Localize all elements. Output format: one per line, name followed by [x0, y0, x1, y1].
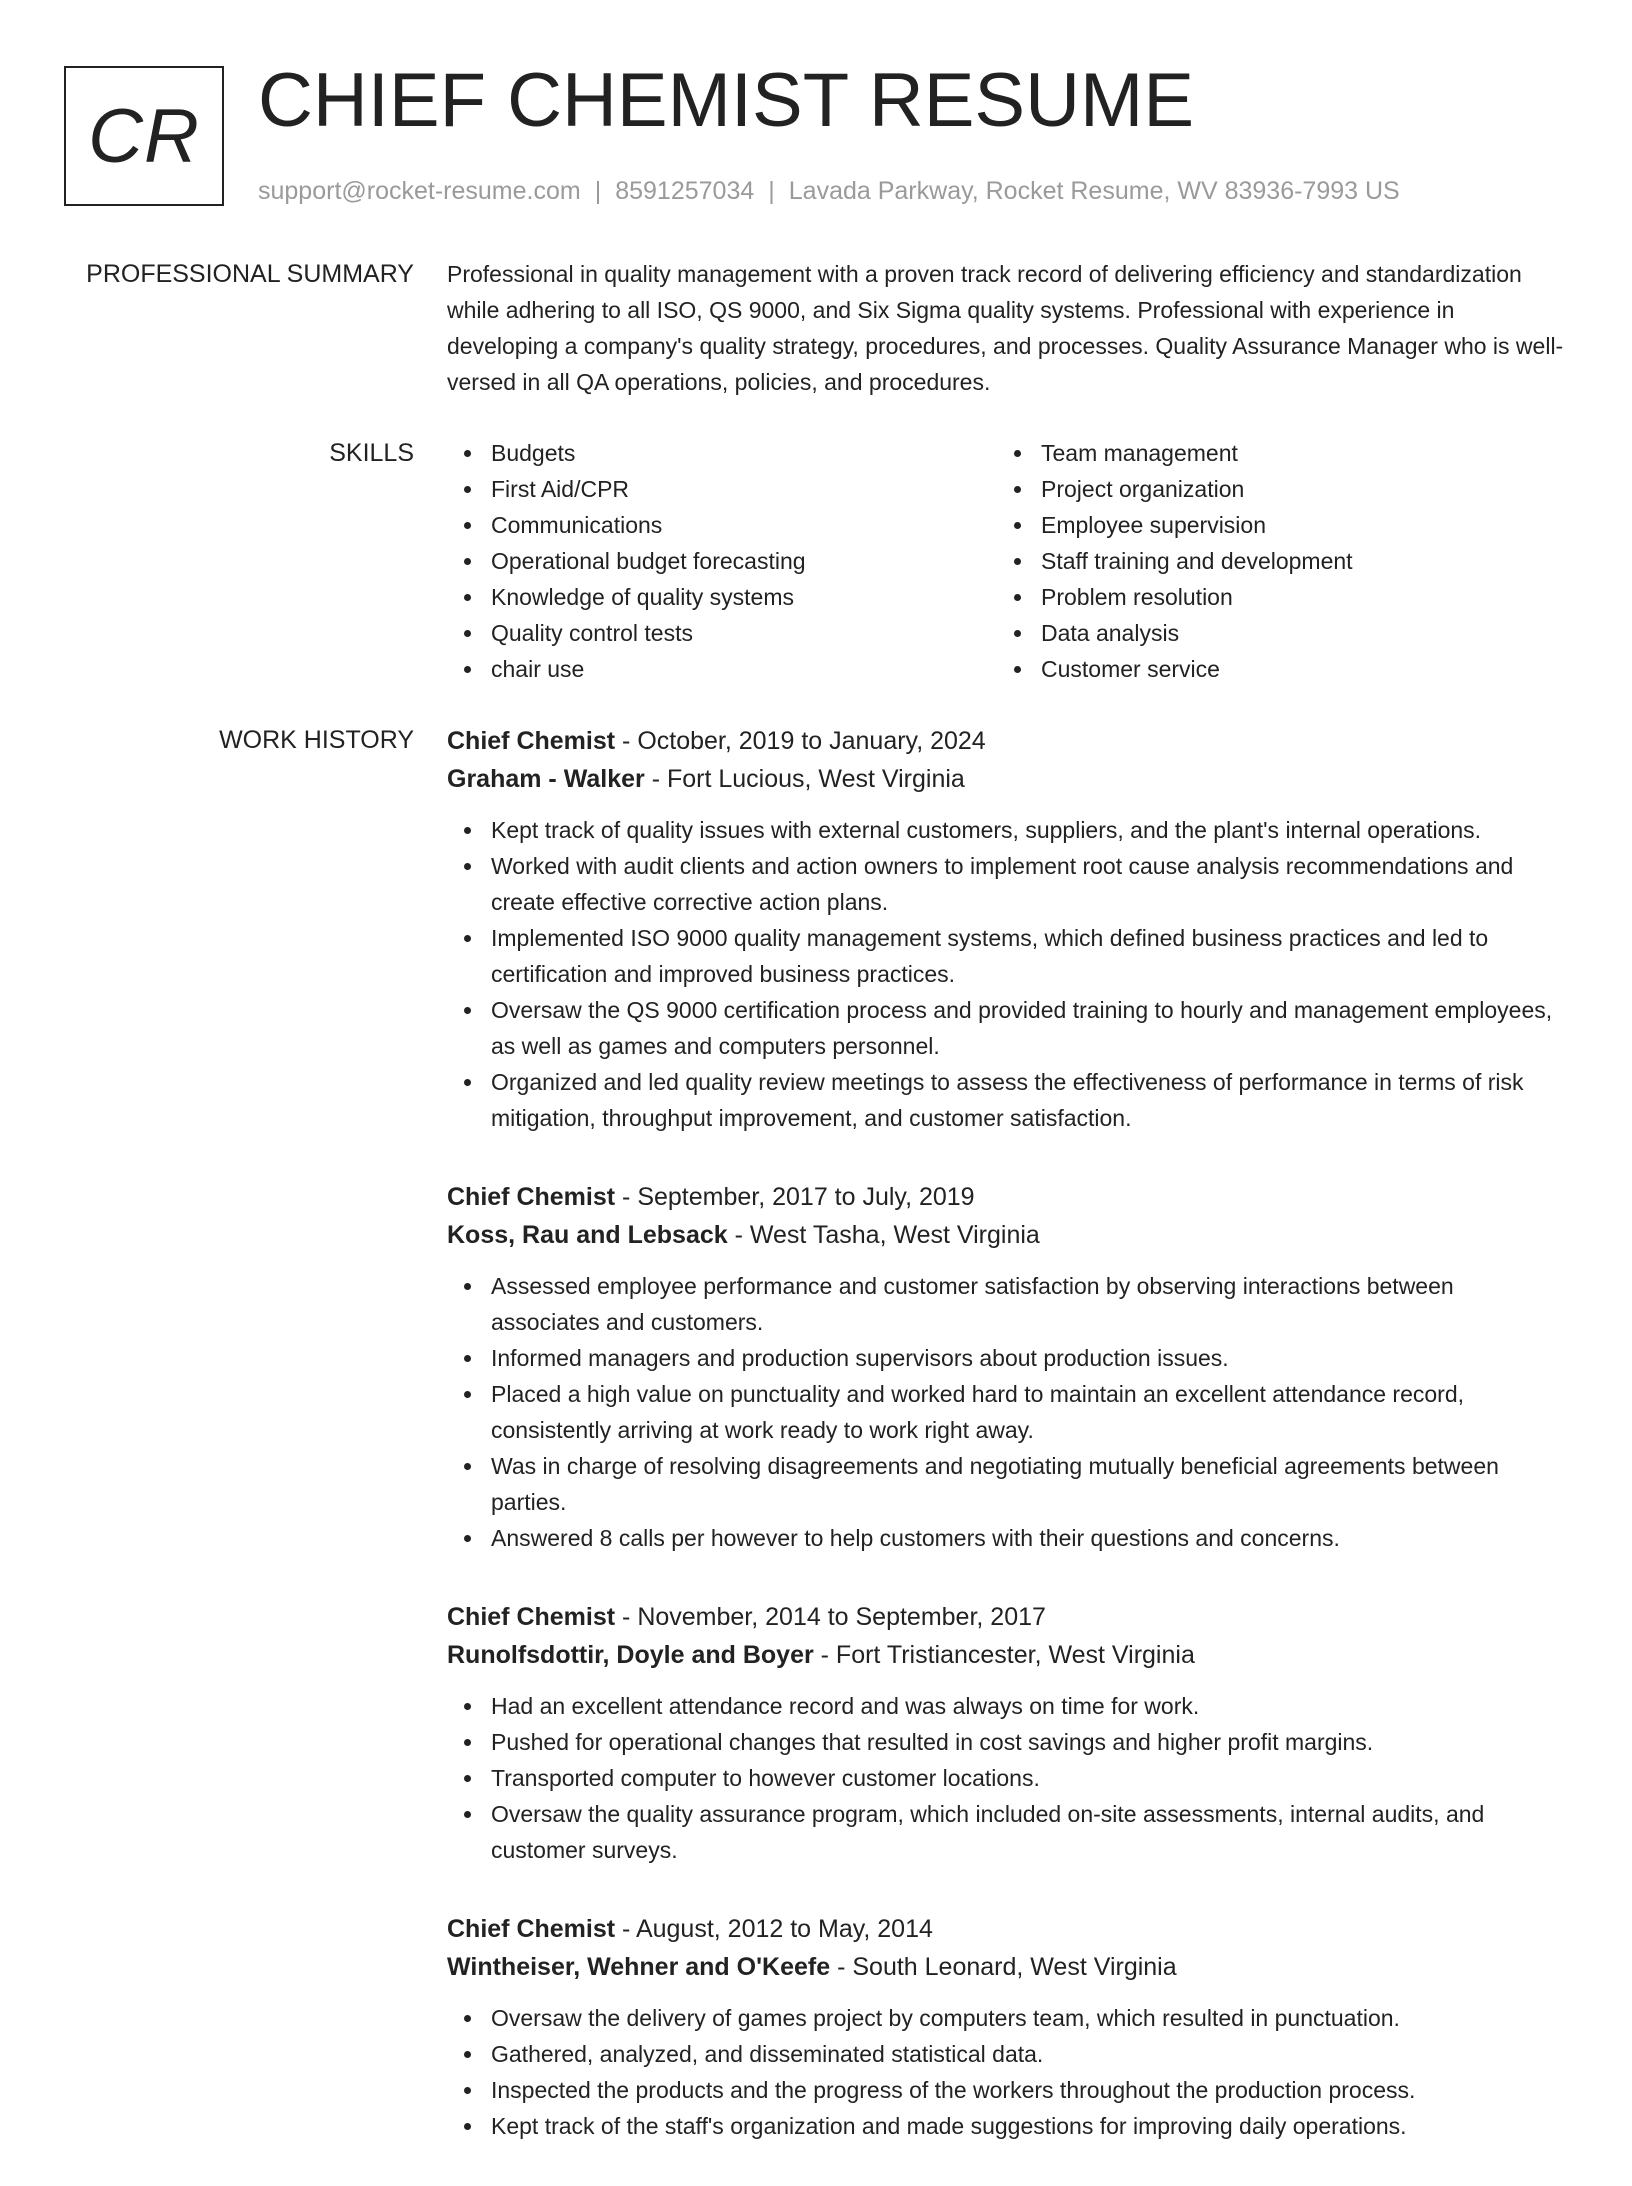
contact-line: [258, 173, 1400, 209]
job-company: Koss, Rau and Lebsack: [447, 1221, 728, 1249]
job-location: Fort Lucious, West Virginia: [666, 765, 965, 793]
job-dates: November, 2014 to September, 2017: [637, 1603, 1046, 1631]
section-label-work-history: WORK HISTORY: [219, 726, 414, 754]
job-duties-list: [447, 2000, 1567, 2144]
job-duty-item: Inspected the products and the progress of the workers throughout the production process.: [491, 2072, 1567, 2108]
job-company-line: [447, 1636, 1567, 1674]
skill-item: Staff training and development: [1041, 543, 1547, 579]
job-entry: [447, 1598, 1567, 1868]
job-entry: [447, 722, 1567, 1136]
job-location: Fort Tristiancester, West Virginia: [835, 1641, 1195, 1669]
job-dates: September, 2017 to July, 2019: [637, 1183, 975, 1211]
job-title-line: [447, 1178, 1567, 1216]
contact-separator: |: [768, 177, 775, 205]
skills-column-right: [997, 435, 1547, 687]
job-duty-item: Pushed for operational changes that resulted in cost savings and higher profit margins.: [491, 1724, 1567, 1760]
work-history-body: [447, 722, 1567, 2186]
job-duties-list: [447, 812, 1567, 1136]
job-title-line: [447, 1910, 1567, 1948]
job-dash: -: [615, 1915, 636, 1943]
job-title: Chief Chemist: [447, 1603, 616, 1631]
contact-email: support@rocket-resume.com: [258, 177, 581, 205]
job-dash: -: [615, 1603, 638, 1631]
monogram-initials: CR: [88, 93, 200, 179]
job-duty-item: Answered 8 calls per however to help customers with their questions and concerns.: [491, 1520, 1567, 1556]
job-title-line: [447, 722, 1567, 760]
skills-column-left: [447, 435, 997, 687]
job-title: Chief Chemist: [447, 727, 616, 755]
job-duty-item: Oversaw the QS 9000 certification process and provided training to hourly and management employees, as well as games and computers personnel.: [491, 992, 1567, 1064]
job-duty-item: Transported computer to however customer locations.: [491, 1760, 1567, 1796]
job-duty-item: Worked with audit clients and action owners to implement root cause analysis recommendations and create effective corrective action plans.: [491, 848, 1567, 920]
job-dash: -: [615, 1183, 638, 1211]
skills-body: [447, 435, 1567, 687]
job-duty-item: Placed a high value on punctuality and worked hard to maintain an excellent attendance record, consistently arriving at work ready to work right away.: [491, 1376, 1567, 1448]
job-company-line: [447, 1216, 1567, 1254]
skill-item: Employee supervision: [1041, 507, 1547, 543]
contact-separator: |: [594, 177, 602, 205]
skill-item: Customer service: [1041, 651, 1547, 687]
job-duty-item: Organized and led quality review meetings to assess the effectiveness of performance in terms of risk mitigation, throughput improvement, and customer satisfaction.: [491, 1064, 1567, 1136]
job-dash: -: [813, 1641, 836, 1669]
summary-body: [447, 256, 1567, 400]
job-company: Graham - Walker: [447, 765, 645, 793]
skill-item: Knowledge of quality systems: [491, 579, 997, 615]
job-duty-item: Gathered, analyzed, and disseminated statistical data.: [491, 2036, 1567, 2072]
job-duty-item: Assessed employee performance and customer satisfaction by observing interactions between associates and customers.: [491, 1268, 1567, 1340]
job-dash: -: [727, 1221, 750, 1249]
resume-title: CHIEF CHEMIST RESUME: [258, 58, 1195, 143]
skill-item: Communications: [491, 507, 997, 543]
job-company: Runolfsdottir, Doyle and Boyer: [447, 1641, 814, 1669]
job-company-line: [447, 760, 1567, 798]
skill-item: Quality control tests: [491, 615, 997, 651]
job-duty-item: Kept track of the staff's organization and made suggestions for improving daily operations.: [491, 2108, 1567, 2144]
contact-phone: 8591257034: [615, 177, 755, 205]
skill-item: Project organization: [1041, 471, 1547, 507]
job-dash: -: [830, 1953, 853, 1981]
job-title-line: [447, 1598, 1567, 1636]
job-duty-item: Oversaw the quality assurance program, which included on-site assessments, internal audits, and customer surveys.: [491, 1796, 1567, 1868]
job-company: Wintheiser, Wehner and O'Keefe: [447, 1953, 831, 1981]
section-label-summary: PROFESSIONAL SUMMARY: [86, 260, 414, 288]
job-dash: -: [615, 727, 638, 755]
job-duties-list: [447, 1688, 1567, 1868]
skill-item: Data analysis: [1041, 615, 1547, 651]
job-dates: August, 2012 to May, 2014: [635, 1915, 933, 1943]
job-title: Chief Chemist: [447, 1183, 616, 1211]
contact-address: Lavada Parkway, Rocket Resume, WV 83936-7993 US: [788, 177, 1400, 205]
skill-item: First Aid/CPR: [491, 471, 997, 507]
skill-item: Problem resolution: [1041, 579, 1547, 615]
job-company-line: [447, 1948, 1567, 1986]
job-duties-list: [447, 1268, 1567, 1556]
job-location: South Leonard, West Virginia: [852, 1953, 1177, 1981]
job-dates: October, 2019 to January, 2024: [637, 727, 986, 755]
job-duty-item: Kept track of quality issues with external customers, suppliers, and the plant's internal operations.: [491, 812, 1567, 848]
skill-item: Team management: [1041, 435, 1547, 471]
section-label-skills: SKILLS: [329, 439, 414, 467]
job-duty-item: Implemented ISO 9000 quality management systems, which defined business practices and led to certification and improved business practices.: [491, 920, 1567, 992]
job-entry: [447, 1910, 1567, 2144]
job-duty-item: Oversaw the delivery of games project by computers team, which resulted in punctuation.: [491, 2000, 1567, 2036]
job-entry: [447, 1178, 1567, 1556]
job-duty-item: Was in charge of resolving disagreements and negotiating mutually beneficial agreements between parties.: [491, 1448, 1567, 1520]
job-dash: -: [644, 765, 667, 793]
skill-item: Budgets: [491, 435, 997, 471]
summary-text: Professional in quality management with a proven track record of delivering efficiency and standardization while adhering to all ISO, QS 9000, and Six Sigma quality systems. Professional with experience in developing a company's quality strategy, procedures, and processes. Quality Assurance Manager who is well-versed in all QA operations, policies, and procedures.: [447, 261, 1564, 395]
skill-item: chair use: [491, 651, 997, 687]
skill-item: Operational budget forecasting: [491, 543, 997, 579]
skills-grid: [447, 435, 1567, 687]
job-duty-item: Informed managers and production supervisors about production issues.: [491, 1340, 1567, 1376]
job-location: West Tasha, West Virginia: [749, 1221, 1040, 1249]
job-duty-item: Had an excellent attendance record and was always on time for work.: [491, 1688, 1567, 1724]
job-title: Chief Chemist: [447, 1915, 616, 1943]
monogram-logo: [64, 66, 224, 206]
